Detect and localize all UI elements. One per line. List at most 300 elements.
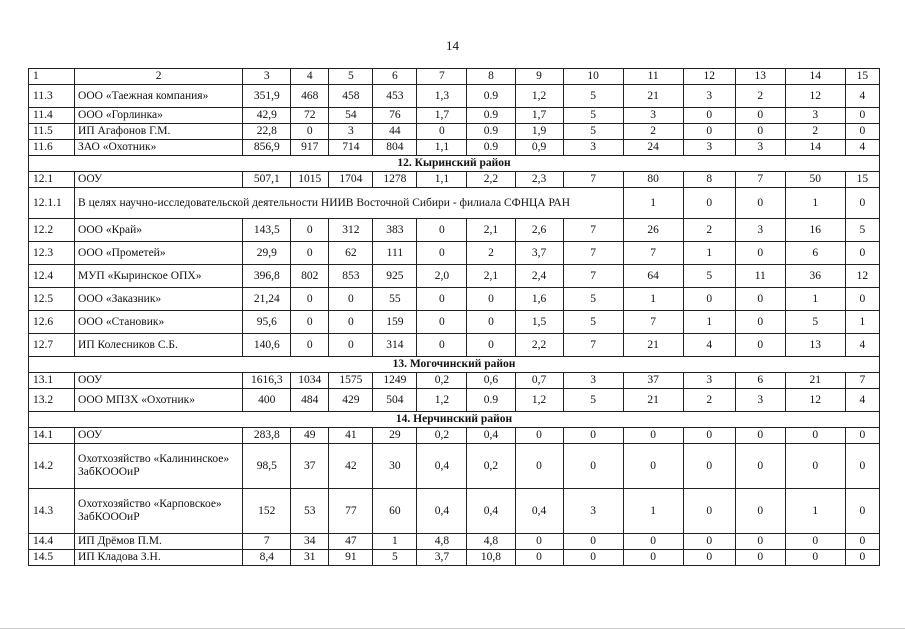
row-number: 12.4 <box>29 265 75 288</box>
table-cell: 143,5 <box>243 219 291 242</box>
table-cell: 13 <box>785 334 845 357</box>
table-row <box>29 85 880 108</box>
table-cell: 2 <box>623 124 683 140</box>
table-row <box>29 489 880 534</box>
table-cell: 42 <box>329 444 373 489</box>
table-cell: 0 <box>735 534 785 550</box>
table-cell: 50 <box>785 172 845 188</box>
table-cell: 49 <box>291 428 329 444</box>
column-number-header: 7 <box>417 69 467 85</box>
row-number: 11.3 <box>29 85 75 108</box>
row-number: 12.6 <box>29 311 75 334</box>
table-cell: 468 <box>291 85 329 108</box>
table-cell: 0 <box>515 534 563 550</box>
organization-name: ООО «Заказник» <box>75 288 243 311</box>
table-cell: 1,6 <box>515 288 563 311</box>
row-number: 11.4 <box>29 108 75 124</box>
organization-name: ООУ <box>75 172 243 188</box>
table-row <box>29 550 880 566</box>
table-cell: 0 <box>845 550 879 566</box>
row-number: 12.5 <box>29 288 75 311</box>
table-cell: 1,1 <box>417 172 467 188</box>
table-cell: 140,6 <box>243 334 291 357</box>
table-cell: 7 <box>623 242 683 265</box>
table-cell: 7 <box>563 265 623 288</box>
organization-name: ИП Дрёмов П.М. <box>75 534 243 550</box>
table-cell: 0 <box>735 311 785 334</box>
organization-name: ООО «Прометей» <box>75 242 243 265</box>
table-cell: 14 <box>785 140 845 156</box>
organization-name: ИП Колесников С.Б. <box>75 334 243 357</box>
table-cell: 383 <box>373 219 417 242</box>
district-title: 12. Кыринский район <box>29 156 880 172</box>
row-number: 13.2 <box>29 389 75 412</box>
table-cell: 0 <box>623 534 683 550</box>
table-cell: 1,2 <box>515 389 563 412</box>
row-number: 12.7 <box>29 334 75 357</box>
column-number-header: 15 <box>845 69 879 85</box>
table-cell: 0,4 <box>515 489 563 534</box>
table-cell: 10,8 <box>467 550 515 566</box>
table-cell: 507,1 <box>243 172 291 188</box>
table-cell: 4 <box>845 389 879 412</box>
table-cell: 1616,3 <box>243 373 291 389</box>
table-cell: 91 <box>329 550 373 566</box>
data-table <box>28 68 880 566</box>
table-cell: 3,7 <box>515 242 563 265</box>
table-cell: 47 <box>329 534 373 550</box>
table-row <box>29 288 880 311</box>
table-cell: 72 <box>291 108 329 124</box>
table-cell: 98,5 <box>243 444 291 489</box>
table-cell: 1 <box>785 489 845 534</box>
table-cell: 12 <box>845 265 879 288</box>
column-number-header: 2 <box>75 69 243 85</box>
table-cell: 400 <box>243 389 291 412</box>
table-cell: 21 <box>785 373 845 389</box>
table-cell: 0 <box>845 444 879 489</box>
table-cell: 1,7 <box>417 108 467 124</box>
table-cell: 7 <box>243 534 291 550</box>
table-cell: 1 <box>845 311 879 334</box>
row-number: 12.1.1 <box>29 188 75 219</box>
row-number: 12.2 <box>29 219 75 242</box>
table-cell: 0 <box>623 444 683 489</box>
column-number-header: 12 <box>683 69 735 85</box>
table-cell: 5 <box>563 85 623 108</box>
table-cell: 0 <box>735 108 785 124</box>
table-cell: 2,2 <box>467 172 515 188</box>
table-cell: 1249 <box>373 373 417 389</box>
table-cell: 0 <box>735 334 785 357</box>
table-cell: 60 <box>373 489 417 534</box>
table-row <box>29 172 880 188</box>
table-cell: 0 <box>563 444 623 489</box>
table-row <box>29 108 880 124</box>
table-cell: 7 <box>563 219 623 242</box>
organization-name: ООО «Становик» <box>75 311 243 334</box>
table-cell: 0 <box>845 188 879 219</box>
table-cell: 917 <box>291 140 329 156</box>
column-number-header: 10 <box>563 69 623 85</box>
table-cell: 0 <box>417 242 467 265</box>
table-cell: 2 <box>467 242 515 265</box>
page-number: 14 <box>446 38 459 53</box>
table-cell: 1,9 <box>515 124 563 140</box>
table-cell: 0 <box>735 288 785 311</box>
row-number: 14.3 <box>29 489 75 534</box>
table-cell: 0 <box>329 334 373 357</box>
table-cell: 1 <box>785 288 845 311</box>
table-cell: 0 <box>291 311 329 334</box>
table-cell: 1575 <box>329 373 373 389</box>
table-cell: 3,7 <box>417 550 467 566</box>
table-cell: 0 <box>467 334 515 357</box>
table-cell: 0,2 <box>417 428 467 444</box>
table-cell: 1 <box>623 188 683 219</box>
table-cell: 925 <box>373 265 417 288</box>
table-cell: 0 <box>845 242 879 265</box>
row-number: 12.1 <box>29 172 75 188</box>
table-cell: 54 <box>329 108 373 124</box>
table-cell: 2,4 <box>515 265 563 288</box>
table-cell: 0,2 <box>417 373 467 389</box>
organization-name: ООО «Край» <box>75 219 243 242</box>
table-cell: 0,4 <box>467 428 515 444</box>
table-cell: 1,2 <box>515 85 563 108</box>
table-cell: 0.9 <box>467 108 515 124</box>
table-cell: 714 <box>329 140 373 156</box>
table-cell: 3 <box>785 108 845 124</box>
table-cell: 4 <box>845 85 879 108</box>
table-cell: 8 <box>683 172 735 188</box>
table-cell: 12 <box>785 389 845 412</box>
column-number-header: 5 <box>329 69 373 85</box>
table-cell: 21 <box>623 389 683 412</box>
organization-name: ООУ <box>75 373 243 389</box>
table-cell: 0 <box>845 489 879 534</box>
table-cell: 8,4 <box>243 550 291 566</box>
organization-name: ЗАО «Охотник» <box>75 140 243 156</box>
table-cell: 3 <box>735 219 785 242</box>
table-cell: 504 <box>373 389 417 412</box>
table-cell: 0 <box>785 428 845 444</box>
table-cell: 64 <box>623 265 683 288</box>
table-cell: 396,8 <box>243 265 291 288</box>
table-cell: 159 <box>373 311 417 334</box>
table-cell: 21 <box>623 334 683 357</box>
table-cell: 0,2 <box>467 444 515 489</box>
table-cell: 2 <box>735 85 785 108</box>
table-cell: 3 <box>735 140 785 156</box>
table-cell: 0 <box>563 550 623 566</box>
table-cell: 0,4 <box>417 444 467 489</box>
row-number: 11.5 <box>29 124 75 140</box>
table-cell: 0 <box>515 550 563 566</box>
table-row <box>29 219 880 242</box>
column-number-header: 14 <box>785 69 845 85</box>
table-cell: 16 <box>785 219 845 242</box>
table-cell: 804 <box>373 140 417 156</box>
table-cell: 3 <box>683 373 735 389</box>
table-cell: 1034 <box>291 373 329 389</box>
table-cell: 0 <box>683 550 735 566</box>
table-cell: 0 <box>329 288 373 311</box>
row-number: 14.2 <box>29 444 75 489</box>
table-cell: 5 <box>683 265 735 288</box>
table-cell: 3 <box>563 373 623 389</box>
table-cell: 7 <box>563 334 623 357</box>
table-cell: 0 <box>329 311 373 334</box>
table-cell: 4,8 <box>467 534 515 550</box>
organization-name: ИП Кладова З.Н. <box>75 550 243 566</box>
table-cell: 0.9 <box>467 140 515 156</box>
organization-name: ООО «Таежная компания» <box>75 85 243 108</box>
table-cell: 21 <box>623 85 683 108</box>
table-row <box>29 534 880 550</box>
table-cell: 3 <box>623 108 683 124</box>
table-cell: 1,2 <box>417 389 467 412</box>
table-cell: 15 <box>845 172 879 188</box>
table-cell: 0 <box>467 288 515 311</box>
table-cell: 0 <box>623 428 683 444</box>
table-cell: 41 <box>329 428 373 444</box>
table-cell: 853 <box>329 265 373 288</box>
table-cell: 0 <box>291 334 329 357</box>
table-cell: 5 <box>845 219 879 242</box>
table-cell: 0.9 <box>467 85 515 108</box>
table-cell: 4 <box>845 140 879 156</box>
table-cell: 0,4 <box>417 489 467 534</box>
table-cell: 11 <box>735 265 785 288</box>
organization-name: ООО «Горлинка» <box>75 108 243 124</box>
table-cell: 0 <box>683 288 735 311</box>
district-section-row <box>29 357 880 373</box>
table-cell: 1015 <box>291 172 329 188</box>
table-cell: 42,9 <box>243 108 291 124</box>
table-cell: 4 <box>683 334 735 357</box>
table-cell: 0.9 <box>467 389 515 412</box>
table-cell: 1 <box>623 489 683 534</box>
table-cell: 314 <box>373 334 417 357</box>
table-row <box>29 444 880 489</box>
table-cell: 1,3 <box>417 85 467 108</box>
organization-name: ООО МПЗХ «Охотник» <box>75 389 243 412</box>
organization-name: МУП «Кыринское ОПХ» <box>75 265 243 288</box>
table-cell: 36 <box>785 265 845 288</box>
table-row <box>29 242 880 265</box>
district-section-row <box>29 412 880 428</box>
table-cell: 3 <box>735 389 785 412</box>
column-number-header: 8 <box>467 69 515 85</box>
table-cell: 4,8 <box>417 534 467 550</box>
table-cell: 0.9 <box>467 124 515 140</box>
table-cell: 3 <box>329 124 373 140</box>
table-cell: 62 <box>329 242 373 265</box>
table-row <box>29 334 880 357</box>
column-number-header: 13 <box>735 69 785 85</box>
table-cell: 37 <box>291 444 329 489</box>
table-cell: 1278 <box>373 172 417 188</box>
table-cell: 76 <box>373 108 417 124</box>
table-cell: 7 <box>563 172 623 188</box>
table-cell: 5 <box>563 108 623 124</box>
table-cell: 0 <box>683 489 735 534</box>
table-cell: 0 <box>845 288 879 311</box>
table-cell: 0 <box>683 108 735 124</box>
column-number-header: 4 <box>291 69 329 85</box>
row-number: 14.4 <box>29 534 75 550</box>
table-cell: 22,8 <box>243 124 291 140</box>
table-cell: 5 <box>563 124 623 140</box>
table-cell: 2,0 <box>417 265 467 288</box>
table-cell: 55 <box>373 288 417 311</box>
table-cell: 0 <box>417 124 467 140</box>
table-cell: 0 <box>735 124 785 140</box>
table-cell: 21,24 <box>243 288 291 311</box>
table-cell: 0 <box>683 188 735 219</box>
table-cell: 1 <box>683 242 735 265</box>
table-cell: 0,4 <box>467 489 515 534</box>
table-cell: 0 <box>291 219 329 242</box>
table-cell: 0 <box>683 124 735 140</box>
table-cell: 5 <box>785 311 845 334</box>
header-row <box>29 69 880 85</box>
table-cell: 26 <box>623 219 683 242</box>
table-cell: 24 <box>623 140 683 156</box>
table-cell: 0 <box>735 188 785 219</box>
row-number: 12.3 <box>29 242 75 265</box>
table-cell: 0 <box>683 444 735 489</box>
note-text: В целях научно-исследовательской деятельности НИИВ Восточной Сибири - филиала СФНЦА РАН <box>75 188 624 219</box>
table-cell: 0 <box>563 534 623 550</box>
column-number-header: 6 <box>373 69 417 85</box>
column-number-header: 9 <box>515 69 563 85</box>
table-cell: 283,8 <box>243 428 291 444</box>
table-cell: 5 <box>563 389 623 412</box>
table-cell: 3 <box>563 489 623 534</box>
page-bottom-edge <box>0 628 905 629</box>
table-cell: 0 <box>735 489 785 534</box>
table-cell: 484 <box>291 389 329 412</box>
table-cell: 0 <box>417 288 467 311</box>
table-cell: 152 <box>243 489 291 534</box>
organization-name: ООУ <box>75 428 243 444</box>
table-cell: 2,2 <box>515 334 563 357</box>
table-cell: 80 <box>623 172 683 188</box>
table-cell: 1 <box>785 188 845 219</box>
table-cell: 4 <box>845 334 879 357</box>
table-cell: 0 <box>845 124 879 140</box>
organization-name: ИП Агафонов Г.М. <box>75 124 243 140</box>
table-cell: 0,7 <box>515 373 563 389</box>
table-cell: 0 <box>417 219 467 242</box>
table-cell: 0 <box>785 550 845 566</box>
table-cell: 0 <box>291 124 329 140</box>
table-cell: 2,6 <box>515 219 563 242</box>
table-cell: 7 <box>563 242 623 265</box>
table-cell: 2,3 <box>515 172 563 188</box>
table-cell: 2,1 <box>467 219 515 242</box>
table-cell: 0 <box>785 444 845 489</box>
table-cell: 351,9 <box>243 85 291 108</box>
table-cell: 3 <box>563 140 623 156</box>
table-cell: 29,9 <box>243 242 291 265</box>
district-section-row <box>29 156 880 172</box>
table-cell: 7 <box>623 311 683 334</box>
table-cell: 0 <box>735 550 785 566</box>
table-cell: 12 <box>785 85 845 108</box>
table-row <box>29 124 880 140</box>
row-number: 14.5 <box>29 550 75 566</box>
table-cell: 2 <box>683 219 735 242</box>
table-cell: 1,1 <box>417 140 467 156</box>
column-number-header: 11 <box>623 69 683 85</box>
table-cell: 0 <box>515 444 563 489</box>
column-number-header: 1 <box>29 69 75 85</box>
organization-name: Охотхозяйство «Калининское» ЗабКОООиР <box>75 444 243 489</box>
table-cell: 2,1 <box>467 265 515 288</box>
table-cell: 7 <box>845 373 879 389</box>
district-title: 13. Могочинский район <box>29 357 880 373</box>
table-row <box>29 389 880 412</box>
table-cell: 1 <box>683 311 735 334</box>
table-cell: 34 <box>291 534 329 550</box>
table-cell: 5 <box>373 550 417 566</box>
table-cell: 0 <box>563 428 623 444</box>
note-row <box>29 188 880 219</box>
table-cell: 77 <box>329 489 373 534</box>
row-number: 14.1 <box>29 428 75 444</box>
table-cell: 0 <box>291 288 329 311</box>
table-cell: 458 <box>329 85 373 108</box>
organization-name: Охотхозяйство «Карповское» ЗабКОООиР <box>75 489 243 534</box>
table-cell: 0,6 <box>467 373 515 389</box>
table-cell: 0 <box>735 242 785 265</box>
table-cell: 0 <box>735 428 785 444</box>
table-cell: 0 <box>845 108 879 124</box>
table-cell: 29 <box>373 428 417 444</box>
table-row <box>29 140 880 156</box>
table-row <box>29 428 880 444</box>
table-cell: 429 <box>329 389 373 412</box>
table-cell: 802 <box>291 265 329 288</box>
table-cell: 7 <box>735 172 785 188</box>
table-cell: 856,9 <box>243 140 291 156</box>
table-cell: 30 <box>373 444 417 489</box>
district-title: 14. Нерчинский район <box>29 412 880 428</box>
table-cell: 2 <box>683 389 735 412</box>
table-row <box>29 311 880 334</box>
table-cell: 1704 <box>329 172 373 188</box>
table-cell: 0 <box>467 311 515 334</box>
table-cell: 0 <box>417 334 467 357</box>
table-cell: 312 <box>329 219 373 242</box>
table-cell: 6 <box>785 242 845 265</box>
table-cell: 2 <box>785 124 845 140</box>
table-cell: 1 <box>623 288 683 311</box>
table-cell: 0 <box>785 534 845 550</box>
table-cell: 0 <box>735 444 785 489</box>
table-cell: 111 <box>373 242 417 265</box>
table-cell: 44 <box>373 124 417 140</box>
table-cell: 0 <box>515 428 563 444</box>
table-cell: 37 <box>623 373 683 389</box>
table-cell: 0 <box>291 242 329 265</box>
table-cell: 5 <box>563 311 623 334</box>
table-row <box>29 373 880 389</box>
table-cell: 53 <box>291 489 329 534</box>
